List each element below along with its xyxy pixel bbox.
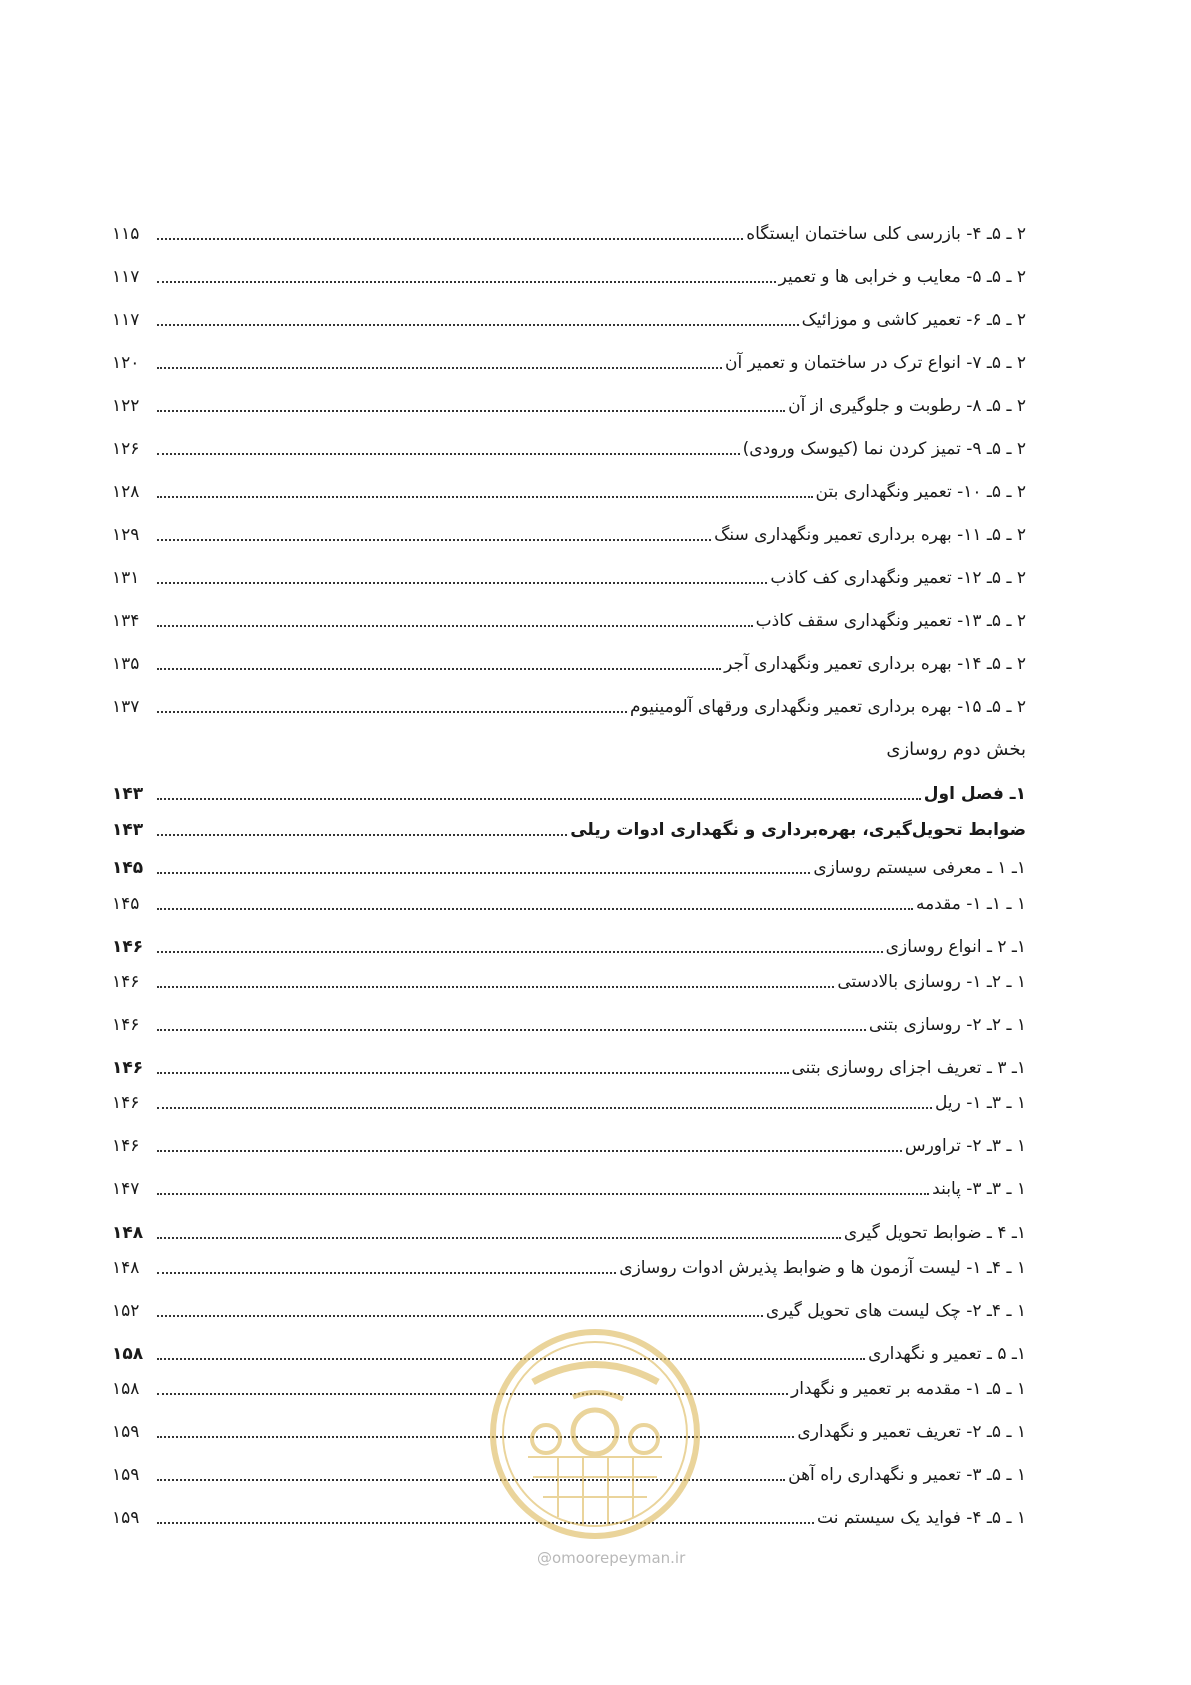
toc-entry-page: ۱۴۶	[112, 1093, 140, 1113]
dot-leader	[157, 1314, 763, 1317]
toc-row-section	[112, 1221, 1026, 1245]
toc-entry-page: ۱۴۵	[112, 858, 144, 878]
dot-leader	[157, 1028, 866, 1031]
dot-leader	[157, 1521, 814, 1524]
toc-row	[112, 1013, 1026, 1037]
toc-entry-title: ۱ ـ ۵ـ ۳- تعمیر و نگهداری راه آهن	[788, 1465, 1026, 1485]
toc-entry-title: ۱ ـ ۱ـ ۱- مقدمه	[916, 894, 1026, 914]
toc-entry-page: ۱۲۹	[112, 525, 140, 545]
toc-entry-page: ۱۴۸	[112, 1258, 140, 1278]
toc-row-section	[112, 1056, 1026, 1080]
toc-entry-title: ۱ ـ ۴ـ ۱- لیست آزمون ها و ضوابط پذیرش ادوات روسازی	[619, 1258, 1026, 1278]
toc-entry-title: ۱ـ ۴ ـ ضوابط تحویل گیری	[843, 1223, 1026, 1243]
toc-entry-title: ۲ ـ ۵ـ ۱۳- تعمیر ونگهداری سقف کاذب	[755, 611, 1026, 631]
toc-entry-title: ۱ ـ ۲ـ ۱- روسازی بالادستی	[837, 972, 1026, 992]
toc-row	[112, 652, 1026, 676]
dot-leader	[157, 495, 813, 498]
toc-row	[112, 523, 1026, 547]
toc-row	[112, 1177, 1026, 1201]
toc-entry-page: ۱۵۲	[112, 1301, 140, 1321]
toc-entry-page: ۱۱۷	[112, 267, 140, 287]
toc-entry-title: ۱ ـ ۳ـ ۲- تراورس	[904, 1136, 1026, 1156]
toc-entry-title: ۱ـ ۱ ـ معرفی سیستم روسازی	[813, 858, 1026, 878]
toc-entry-title: ۲ ـ ۵ـ ۵- معایب و خرابی ها و تعمیر	[778, 267, 1026, 287]
toc-entry-page: ۱۴۳	[112, 820, 144, 840]
toc-row-section	[112, 856, 1026, 880]
dot-leader	[157, 1236, 841, 1239]
toc-entry-title: ۲ ـ ۵ـ ۷- انواع ترک در ساختمان و تعمیر آن	[724, 353, 1026, 373]
dot-leader	[157, 833, 567, 836]
toc-entry-title: ۱ـ ۵ ـ تعمیر و نگهداری	[868, 1344, 1026, 1364]
toc-entry-page: ۱۵۹	[112, 1508, 140, 1528]
toc-entry-page: ۱۲۶	[112, 439, 140, 459]
toc-row	[112, 437, 1026, 461]
toc-row	[112, 308, 1026, 332]
dot-leader	[157, 950, 883, 953]
toc-row	[112, 265, 1026, 289]
dot-leader	[157, 1271, 616, 1274]
dot-leader	[157, 907, 913, 910]
toc-row-section	[112, 935, 1026, 959]
toc-entry-page: ۱۲۸	[112, 482, 140, 502]
toc-entry-page: ۱۴۷	[112, 1179, 140, 1199]
toc-entry-page: ۱۴۶	[112, 972, 140, 992]
dot-leader	[157, 667, 721, 670]
toc-entry-title: ۲ ـ ۵ـ ۴- بازرسی کلی ساختمان ایستگاه	[746, 224, 1026, 244]
toc-entry-page: ۱۴۶	[112, 937, 144, 957]
dot-leader	[157, 452, 740, 455]
toc-entry-page: ۱۴۸	[112, 1223, 144, 1243]
toc-row	[112, 609, 1026, 633]
toc-entry-title: ۲ ـ ۵ـ ۶- تعمیر کاشی و موزائیک	[801, 310, 1026, 330]
dot-leader	[157, 1106, 932, 1109]
toc-row	[112, 394, 1026, 418]
toc-entry-title: ۱ ـ ۳ـ ۱- ریل	[935, 1093, 1026, 1113]
toc-entry-title: ۱ـ ۳ ـ تعریف اجزای روسازی بتنی	[791, 1058, 1026, 1078]
toc-entry-title: ۲ ـ ۵ـ ۸- رطوبت و جلوگیری از آن	[788, 396, 1026, 416]
toc-entry-page: ۱۴۵	[112, 894, 140, 914]
watermark-seal-icon	[488, 1327, 702, 1541]
toc-row	[112, 1134, 1026, 1158]
dot-leader	[157, 1149, 902, 1152]
toc-entry-page: ۱۳۷	[112, 697, 140, 717]
dot-leader	[157, 624, 753, 627]
toc-entry-page: ۱۳۱	[112, 568, 140, 588]
toc-entry-page: ۱۱۵	[112, 224, 140, 244]
dot-leader	[157, 409, 785, 412]
dot-leader	[157, 710, 627, 713]
toc-entry-title: ۱ ـ ۵ـ ۴- فواید یک سیستم نت	[817, 1508, 1026, 1528]
toc-entry-page: ۱۱۷	[112, 310, 140, 330]
toc-entry-title: ۱ـ فصل اول	[923, 784, 1026, 804]
dot-leader	[157, 985, 834, 988]
dot-leader	[157, 797, 921, 800]
dot-leader	[157, 366, 722, 369]
toc-entry-page: ۱۲۲	[112, 396, 140, 416]
toc-row	[112, 1299, 1026, 1323]
toc-row-chapter	[112, 818, 1026, 842]
toc-entry-title: ۱ ـ ۳ـ ۳- پابند	[932, 1179, 1026, 1199]
toc-entry-title: ۲ ـ ۵ـ ۱۵- بهره برداری تعمیر ونگهداری ورقهای آلومینیوم	[629, 697, 1026, 717]
toc-entry-page: ۱۳۴	[112, 611, 140, 631]
toc-entry-title: ۱ ـ ۴ـ ۲- چک لیست های تحویل گیری	[765, 1301, 1026, 1321]
dot-leader	[157, 581, 767, 584]
toc-entry-title: ۱ـ ۲ ـ انواع روسازی	[885, 937, 1026, 957]
dot-leader	[157, 1192, 929, 1195]
dot-leader	[157, 538, 711, 541]
toc-entry-title: ضوابط تحویل‌گیری، بهره‌برداری و نگهداری ادوات ریلی	[570, 820, 1026, 840]
toc-entry-title: ۲ ـ ۵ـ ۹- تمیز کردن نما (کیوسک ورودی)	[742, 439, 1026, 459]
toc-entry-title: ۱ ـ ۵ـ ۲- تعریف تعمیر و نگهداری	[797, 1422, 1026, 1442]
dot-leader	[157, 871, 810, 874]
toc-entry-title: ۲ ـ ۵ـ ۱۴- بهره برداری تعمیر ونگهداری آجر	[724, 654, 1026, 674]
toc-entry-page: ۱۵۹	[112, 1465, 140, 1485]
toc-entry-title: ۲ ـ ۵ـ ۱۱- بهره برداری تعمیر ونگهداری سنگ	[714, 525, 1026, 545]
dot-leader	[157, 1071, 789, 1074]
dot-leader	[157, 323, 799, 326]
toc-row	[112, 695, 1026, 719]
toc-entry-page: ۱۲۰	[112, 353, 140, 373]
watermark-site-text: @omoorepeyman.ir	[537, 1549, 686, 1567]
toc-row	[112, 970, 1026, 994]
toc-row-chapter	[112, 782, 1026, 806]
toc-entry-title: ۱ ـ ۵ـ ۱- مقدمه بر تعمیر و نگهدار	[790, 1379, 1026, 1399]
dot-leader	[157, 280, 776, 283]
toc-row	[112, 222, 1026, 246]
toc-row	[112, 1256, 1026, 1280]
toc-row	[112, 1091, 1026, 1115]
toc-entry-page: ۱۵۸	[112, 1379, 140, 1399]
toc-row	[112, 566, 1026, 590]
toc-entry-page: ۱۳۵	[112, 654, 140, 674]
toc-entry-page: ۱۵۸	[112, 1344, 144, 1364]
toc-entry-title: ۲ ـ ۵ـ ۱۰- تعمیر ونگهداری بتن	[815, 482, 1026, 502]
toc-entry-page: ۱۴۶	[112, 1058, 144, 1078]
toc-entry-title: ۱ ـ ۲ـ ۲- روسازی بتنی	[868, 1015, 1026, 1035]
dot-leader	[157, 237, 743, 240]
toc-row	[112, 892, 1026, 916]
toc-row	[112, 351, 1026, 375]
toc-entry-page: ۱۴۶	[112, 1015, 140, 1035]
toc-entry-page: ۱۴۳	[112, 784, 144, 804]
part-heading: بخش دوم روسازی	[886, 739, 1026, 760]
toc-row	[112, 480, 1026, 504]
toc-entry-page: ۱۵۹	[112, 1422, 140, 1442]
toc-entry-title: ۲ ـ ۵ـ ۱۲- تعمیر ونگهداری کف کاذب	[770, 568, 1026, 588]
toc-entry-page: ۱۴۶	[112, 1136, 140, 1156]
